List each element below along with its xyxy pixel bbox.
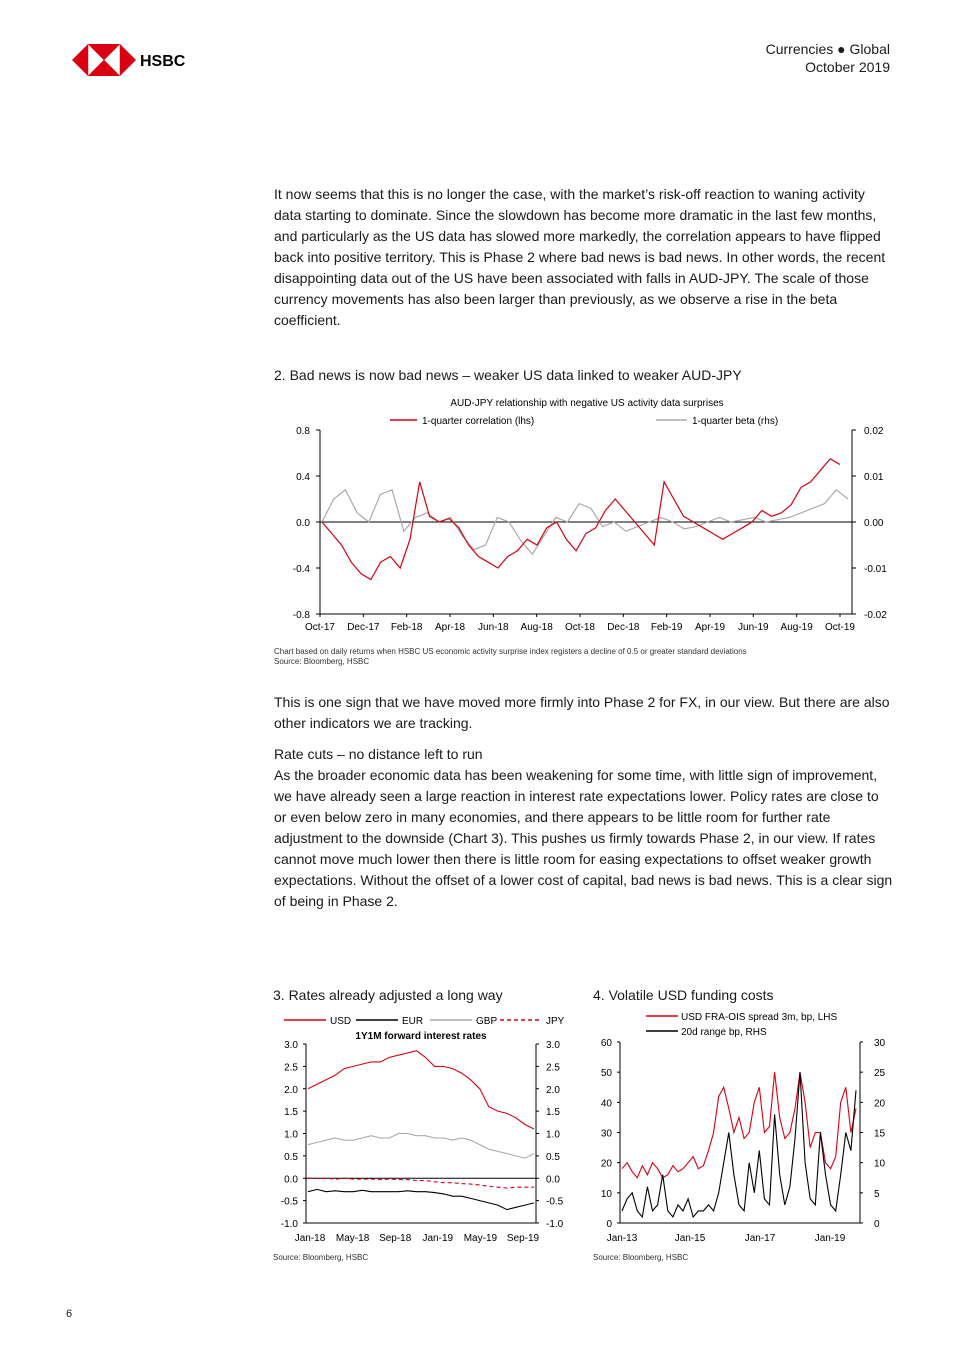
chart4-ytick-left-label: 40 (600, 1098, 612, 1110)
chart2-ytick-right-label: 0.01 (864, 472, 884, 483)
chart3-ytick-left-label: 2.0 (284, 1084, 298, 1096)
chart2-ytick-left-label: 0.8 (296, 426, 310, 437)
chart3-ytick-right-label: 2.5 (546, 1062, 560, 1074)
chart4-ytick-left-label: 60 (600, 1038, 612, 1049)
chart3-legend-label: JPY (546, 1016, 565, 1027)
chart2-note: Chart based on daily returns when HSBC US economic activity surprise index registers a decline of 0.5 or greater standard deviations (274, 647, 747, 656)
chart4-ytick-right-label: 20 (874, 1098, 886, 1110)
chart2-series-correlation (322, 459, 840, 580)
chart3-series-eur (308, 1189, 534, 1209)
chart2-xtick-label: Aug-18 (520, 622, 553, 633)
chart3-ytick-left-label: 1.5 (284, 1107, 298, 1119)
paragraph-intro: It now seems that this is no longer the case, with the market’s risk-off reaction to waning activity data starting to dominate. Since the slowdown has become more dramatic in the last few months, and particularly as the US data has slowed more markedly, the correlation appears to have flipped back into positive territory. This is Phase 2 where bad news is bad news. In other words, the recent disappointing data out of the US have been associated with falls in AUD-JPY. The scale of those currency movements has also been larger than previously, as we observe a rise in the beta coefficient. (274, 186, 886, 328)
chart3-xtick-label: May-19 (463, 1233, 498, 1244)
chart2-title: AUD-JPY relationship with negative US activity data surprises (450, 398, 724, 409)
chart2-ytick-left-label: 0.4 (296, 472, 310, 483)
chart3-ytick-right-label: 0.5 (546, 1151, 560, 1163)
chart4-ytick-right-label: 5 (874, 1188, 880, 1200)
chart2-source: Source: Bloomberg, HSBC (274, 657, 370, 666)
chart3-ytick-left-label: 3.0 (284, 1040, 298, 1051)
section-label: Currencies ● Global (765, 41, 890, 57)
chart4-xtick-label: Jan-17 (744, 1233, 776, 1244)
chart4-ytick-right-label: 30 (874, 1038, 886, 1049)
chart2-legend-corr: 1-quarter correlation (lhs) (422, 416, 535, 427)
chart3-xtick-label: Jan-19 (422, 1233, 454, 1244)
chart4-ytick-left-label: 20 (600, 1158, 612, 1170)
chart3-ytick-left-label: 0.0 (284, 1174, 298, 1186)
paragraph-sign: This is one sign that we have moved more firmly into Phase 2 for FX, in our view. But there are also other indicators we are tracking. (274, 694, 890, 731)
chart2-xtick-label: Dec-18 (607, 622, 640, 633)
chart2-xtick-label: Apr-19 (694, 622, 726, 633)
chart2-ytick-right-label: -0.02 (864, 610, 887, 621)
report-date: October 2019 (805, 59, 890, 75)
chart2-heading: 2. Bad news is now bad news – weaker US data linked to weaker AUD-JPY (274, 367, 742, 383)
chart3-xtick-label: Sep-18 (379, 1233, 412, 1244)
chart2-xtick-label: Feb-18 (390, 622, 423, 633)
chart3-ytick-right-label: 3.0 (546, 1040, 560, 1051)
chart3-xtick-label: Jan-18 (294, 1233, 326, 1244)
chart2-xtick-label: Oct-17 (304, 622, 336, 633)
chart3-ytick-right-label: 0.0 (546, 1174, 560, 1186)
chart4-series-spread (622, 1072, 856, 1178)
chart3-legend-label: GBP (476, 1016, 498, 1027)
chart3-heading: 3. Rates already adjusted a long way (273, 987, 503, 1003)
chart4-ytick-right-label: 25 (874, 1068, 886, 1080)
chart2-xtick-label: Apr-18 (434, 622, 466, 633)
chart4-xtick-label: Jan-19 (814, 1233, 846, 1244)
chart2-ytick-left-label: -0.4 (292, 564, 310, 575)
chart2-ytick-right-label: 0.00 (864, 518, 884, 529)
subheading-rate-cuts: Rate cuts – no distance left to run (274, 746, 483, 762)
chart2-ytick-left-label: -0.8 (292, 610, 310, 621)
chart2-figure (272, 388, 912, 642)
chart2-xtick-label: Jun-19 (738, 622, 769, 633)
chart4-ytick-right-label: 15 (874, 1128, 886, 1140)
chart3-xtick-label: Sep-19 (506, 1233, 540, 1244)
chart3-ytick-right-label: 1.5 (546, 1107, 560, 1119)
chart3-ytick-left-label: 0.5 (284, 1151, 298, 1163)
chart3-series-jpy (308, 1178, 534, 1188)
chart4-legend-spread: USD FRA-OIS spread 3m, bp, LHS (681, 1012, 838, 1023)
chart4-heading: 4. Volatile USD funding costs (593, 987, 774, 1003)
chart3-title: 1Y1M forward interest rates (355, 1031, 487, 1042)
chart3-legend-label: EUR (402, 1016, 424, 1027)
chart2-xtick-label: Dec-17 (347, 622, 380, 633)
chart3-legend-label: USD (330, 1016, 352, 1027)
chart3-source: Source: Bloomberg, HSBC (273, 1253, 369, 1262)
chart2-ytick-left-label: 0.0 (296, 518, 310, 529)
chart4-source: Source: Bloomberg, HSBC (593, 1253, 689, 1262)
chart3-ytick-left-label: 2.5 (284, 1062, 298, 1074)
chart4-ytick-right-label: 0 (874, 1219, 880, 1230)
chart4-series-range (622, 1072, 856, 1217)
chart2-ytick-right-label: 0.02 (864, 426, 884, 437)
chart3-ytick-right-label: -0.5 (546, 1196, 564, 1208)
chart3-ytick-left-label: -0.5 (280, 1196, 298, 1208)
chart3-series-gbp (308, 1134, 534, 1159)
chart4-xtick-label: Jan-13 (606, 1233, 638, 1244)
page-number: 6 (66, 1308, 73, 1320)
chart2-xtick-label: Oct-18 (564, 622, 596, 633)
chart4-ytick-right-label: 10 (874, 1158, 886, 1170)
chart3-figure (270, 1008, 570, 1248)
brand-name: HSBC (140, 53, 186, 70)
chart2-xtick-label: Oct-19 (824, 622, 856, 633)
hsbc-logo (72, 44, 192, 76)
chart4-ytick-left-label: 0 (606, 1219, 612, 1230)
chart2-ytick-right-label: -0.01 (864, 564, 887, 575)
chart3-xtick-label: May-18 (335, 1233, 370, 1244)
paragraph-rate-cuts: As the broader economic data has been weakening for some time, with little sign of improvement, we have already seen a large reaction in interest rate expectations lower. Policy rates are close to or even below zero in many economies, and there appears to be little room for further rate adjustment to the downside (Chart 3). This pushes us firmly towards Phase 2, in our view. If rates cannot move much lower then there is little room for easing expectations to offset weaker growth expectations. Without the offset of a lower cost of capital, bad news is bad news. This is a clear sign of being in Phase 2. (274, 767, 893, 909)
chart3-ytick-right-label: 2.0 (546, 1084, 560, 1096)
chart4-xtick-label: Jan-15 (674, 1233, 706, 1244)
chart2-xtick-label: Jun-18 (478, 622, 509, 633)
chart3-ytick-right-label: -1.0 (546, 1219, 564, 1230)
chart3-series-usd (308, 1051, 534, 1129)
chart2-xtick-label: Feb-19 (650, 622, 683, 633)
chart3-ytick-left-label: 1.0 (284, 1129, 298, 1141)
chart2-legend-beta: 1-quarter beta (rhs) (692, 416, 779, 427)
chart2-xtick-label: Aug-19 (780, 622, 813, 633)
chart3-ytick-right-label: 1.0 (546, 1129, 560, 1141)
chart4-ytick-left-label: 50 (600, 1068, 612, 1080)
report-header (766, 40, 890, 76)
chart4-legend-range: 20d range bp, RHS (681, 1027, 767, 1038)
chart4-ytick-left-label: 30 (600, 1128, 612, 1140)
chart3-ytick-left-label: -1.0 (280, 1219, 298, 1230)
chart4-ytick-left-label: 10 (600, 1188, 612, 1200)
chart4-figure (590, 1008, 890, 1248)
